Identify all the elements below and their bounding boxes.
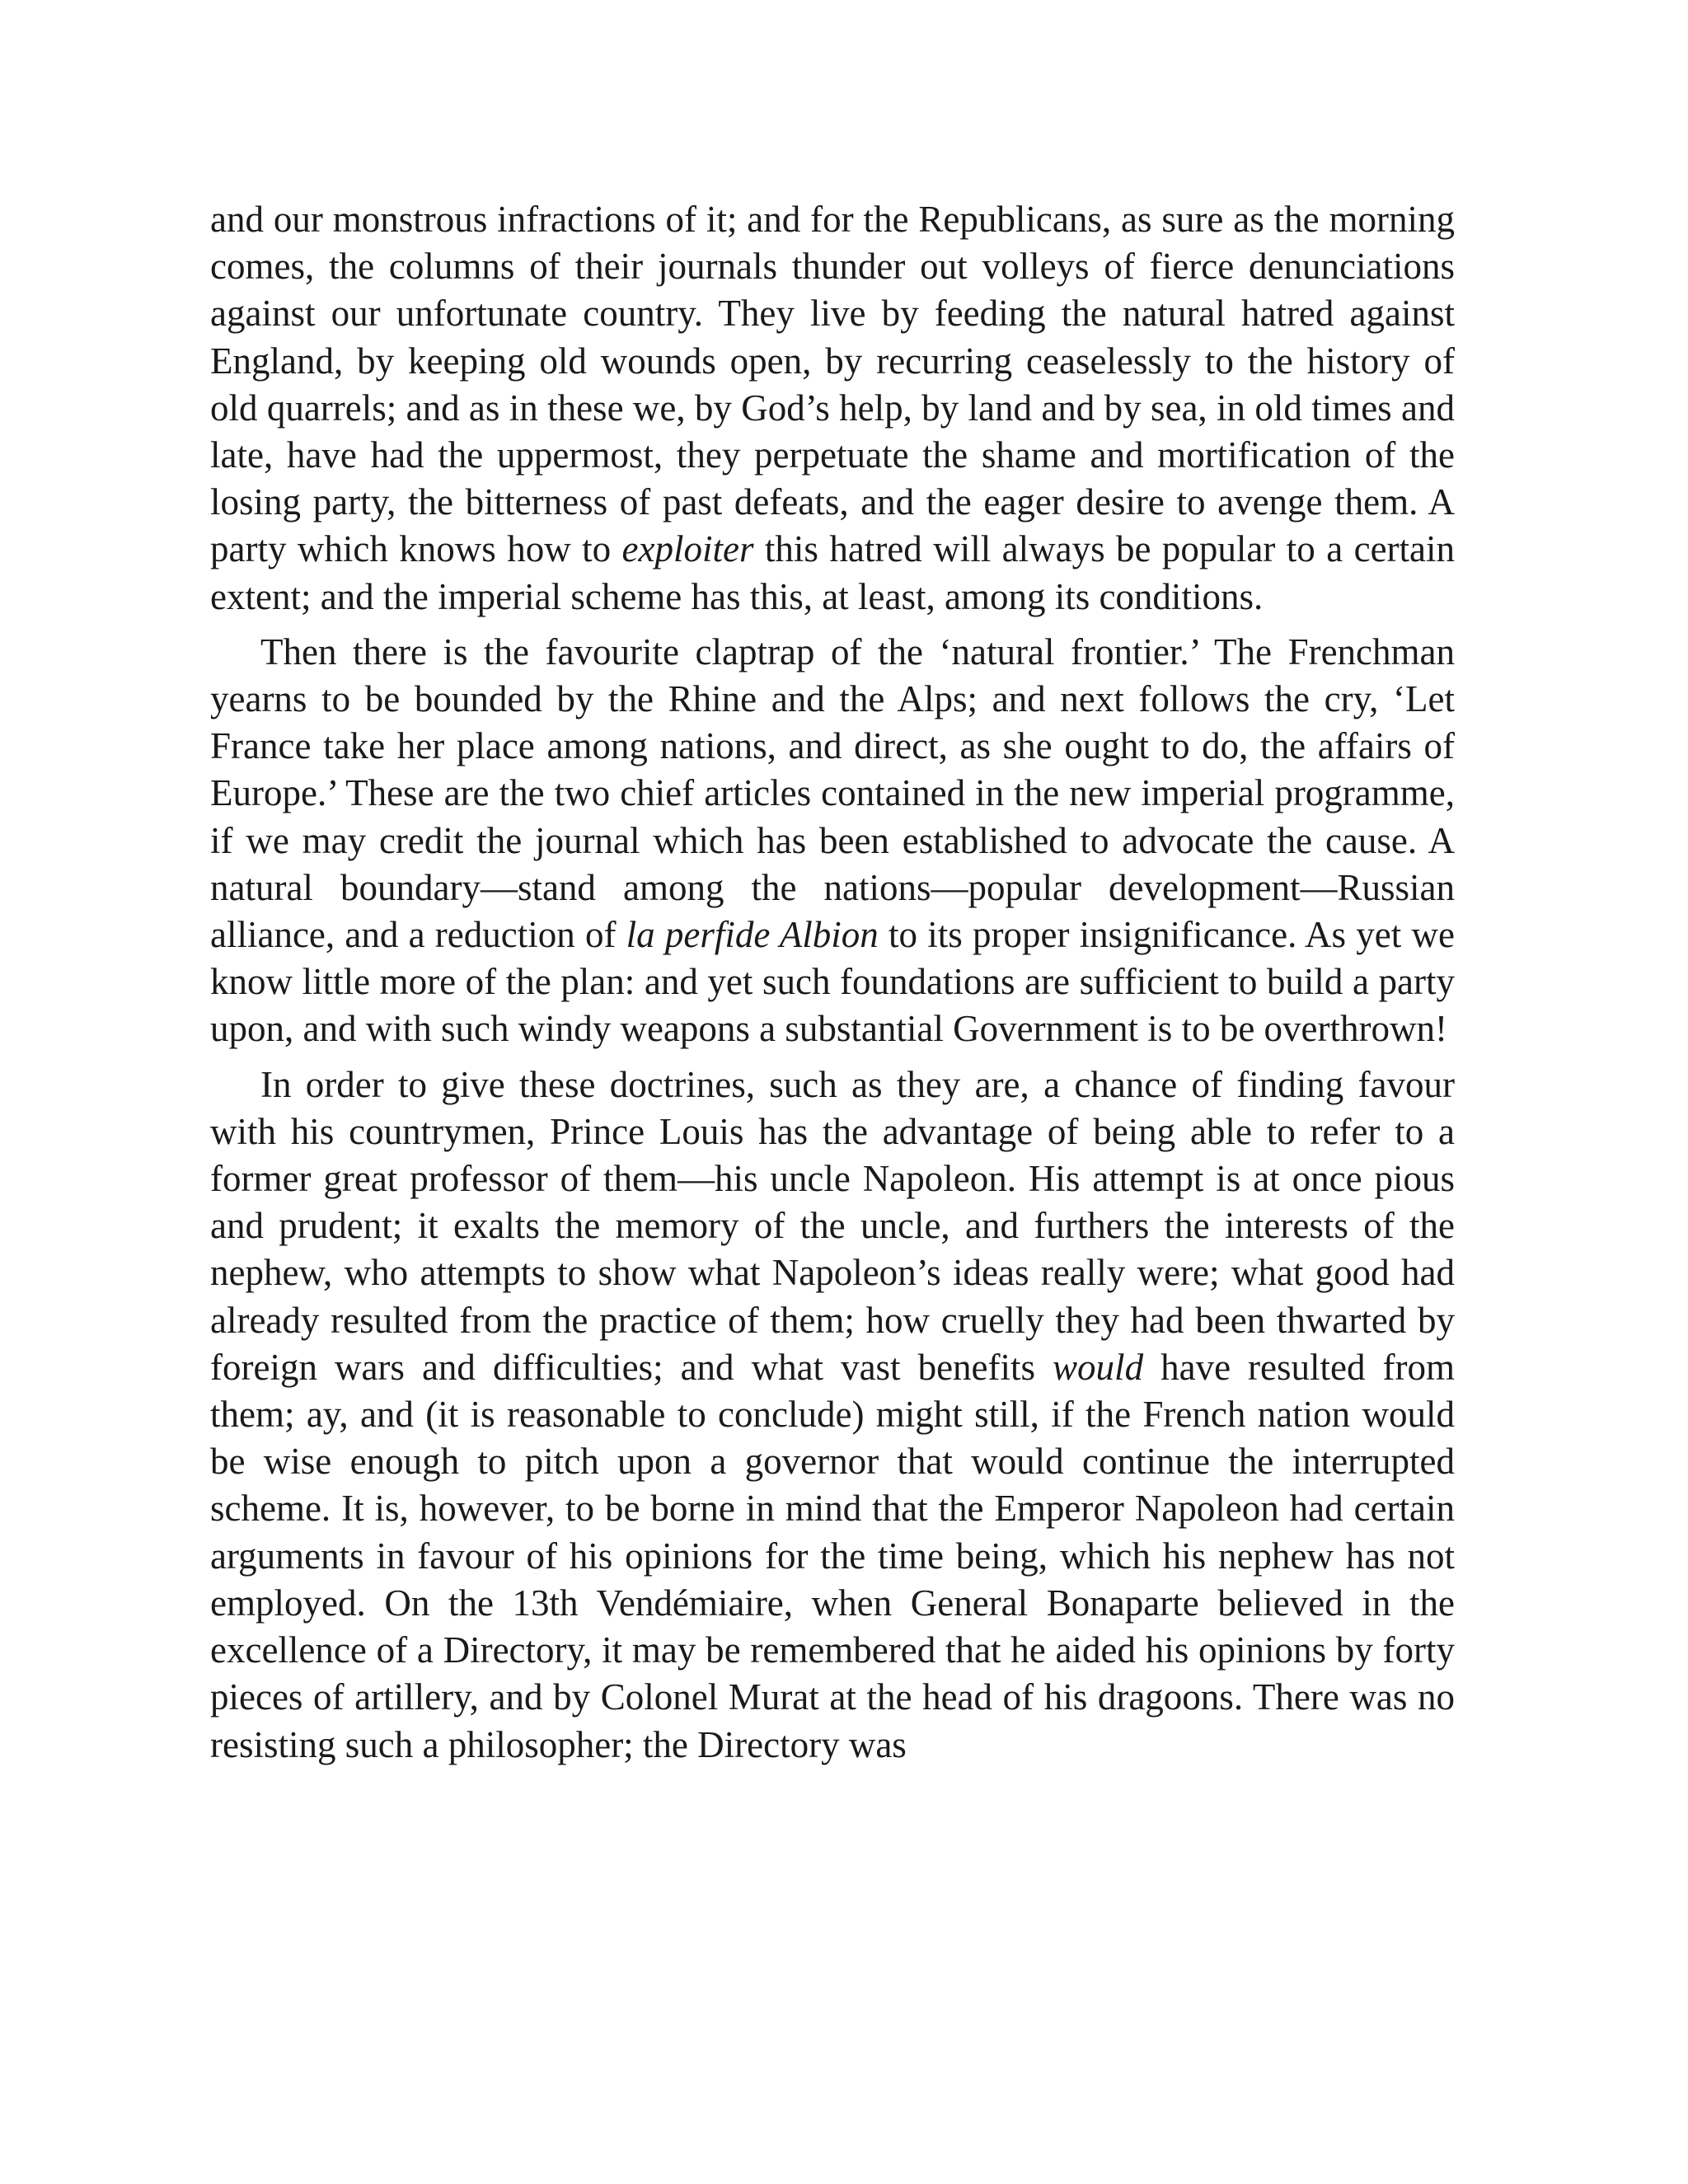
paragraph-2-text-1: Then there is the favourite claptrap of the ‘natural frontier.’ The Frenchman yearns to be bounded by the Rhine and the Alps; and next follows the cry, ‘Let France take her place among nations, and direct, as she ought to do, the affairs of Europe.’ These are the two chief articles contained in the new imperial programme, if we may credit the journal which has been established to advocate the cause. A natural boundary—stand among the nations—popular development—Russian alliance, and a reduction of bbox=[210, 630, 1455, 956]
paragraph-1-italic-exploiter: exploiter bbox=[621, 528, 754, 570]
body-text bbox=[210, 196, 1455, 1769]
paragraph-2-text-2: to its proper insignificance. As yet we know little more of the plan: and yet such foundations are sufficient to build a party upon, and with such windy weapons a substantial Government is to be overthrown! bbox=[210, 914, 1455, 1050]
paragraph-3 bbox=[210, 1062, 1455, 1769]
paragraph-3-italic-would: would bbox=[1053, 1346, 1144, 1388]
paragraph-1-text-2: this hatred will always be popular to a certain extent; and the imperial scheme has this, at least, among its conditions. bbox=[210, 528, 1456, 617]
paragraph-1 bbox=[210, 196, 1455, 621]
paragraph-1-text-1: and our monstrous infractions of it; and for the Republicans, as sure as the morning comes, the columns of their journals thunder out volleys of fierce denunciations against our unfortunate country. They live by feeding the natural hatred against England, by keeping old wounds open, by recurring ceaselessly to the history of old quarrels; and as in these we, by God’s help, by land and by sea, in old times and late, have had the uppermost, they perpetuate the shame and mortification of the losing party, the bitterness of past defeats, and the eager desire to avenge them. A party which knows how to bbox=[210, 199, 1455, 570]
paragraph-2-italic-perfide-albion: la perfide Albion bbox=[626, 914, 879, 956]
paragraph-2 bbox=[210, 629, 1455, 1053]
paragraph-3-text-1: In order to give these doctrines, such as they are, a chance of finding favour with his countrymen, Prince Louis has the advantage of being able to refer to a former great professor of them—his uncle Napoleon. His attempt is at once pious and prudent; it exalts the memory of the uncle, and furthers the interests of the nephew, who attempts to show what Napoleon’s ideas really were; what good had already resulted from the practice of them; how cruelly they had been thwarted by foreign wars and difficulties; and what vast benefits bbox=[210, 1063, 1455, 1388]
paragraph-3-text-2: have resulted from them; ay, and (it is reasonable to conclude) might still, if the French nation would be wise enough to pitch upon a governor that would continue the interrupted scheme. It is, however, to be borne in mind that the Emperor Napoleon had certain arguments in favour of his opinions for the time being, which his nephew has not employed. On the 13th Vendémiaire, when General Bonaparte believed in the excellence of a Directory, it may be remembered that he aided his opinions by forty pieces of artillery, and by Colonel Murat at the head of his dragoons. There was no resisting such a philosopher; the Directory was bbox=[210, 1346, 1455, 1765]
